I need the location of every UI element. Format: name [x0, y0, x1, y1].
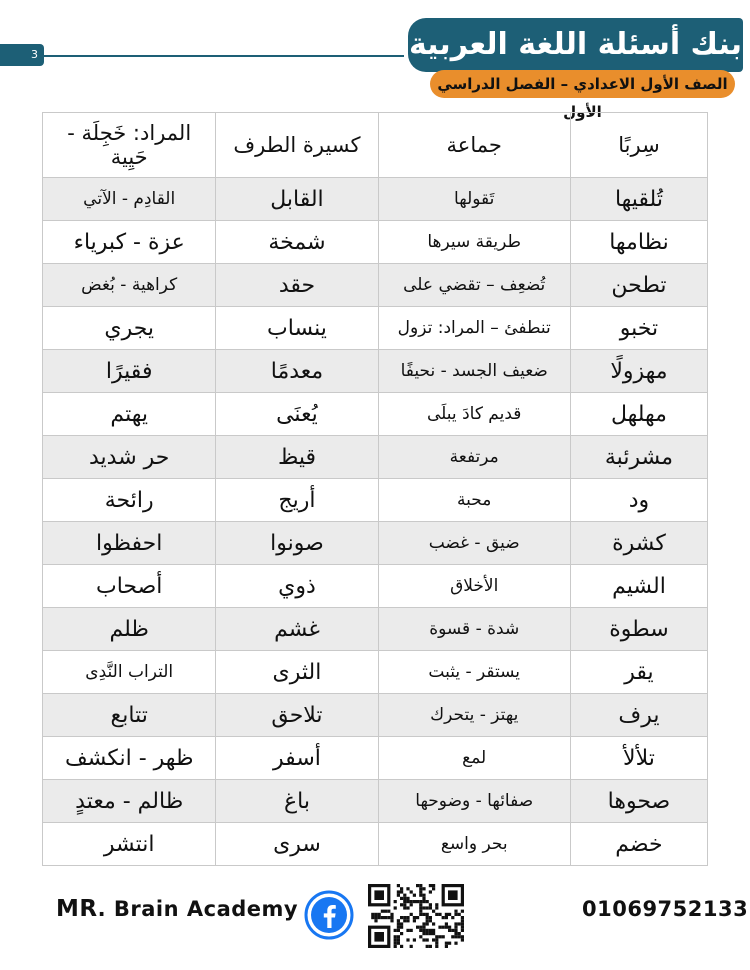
table-cell-meaning: ضيق - غضب	[378, 522, 570, 565]
table-row	[43, 350, 708, 393]
table-cell-word: ود	[570, 479, 707, 522]
brand-name	[56, 896, 298, 922]
table-cell-meaning: لمع	[378, 737, 570, 780]
table-cell-word: تخبو	[570, 307, 707, 350]
table-cell-meaning-2: احفظوا	[43, 522, 216, 565]
table-cell-meaning-2: ظهر - انكشف	[43, 737, 216, 780]
header-rule	[44, 55, 404, 57]
table-cell-meaning: قديم كادَ يبلَى	[378, 393, 570, 436]
table-row	[43, 178, 708, 221]
table-row	[43, 737, 708, 780]
table-cell-meaning: تُضعِف – تقضي على	[378, 264, 570, 307]
table-cell-word: نظامها	[570, 221, 707, 264]
table-row	[43, 479, 708, 522]
table-cell-meaning-2: حر شديد	[43, 436, 216, 479]
table-cell-meaning: ضعيف الجسد - نحيفًا	[378, 350, 570, 393]
brand-rest: . Brain Academy	[97, 897, 299, 921]
table-row	[43, 436, 708, 479]
table-cell-word: سطوة	[570, 608, 707, 651]
table-cell-word-2: صونوا	[216, 522, 378, 565]
page-subtitle: الصف الأول الاعدادي – الفصل الدراسي الأول	[430, 70, 735, 98]
table-cell-word-2: كسيرة الطرف	[216, 113, 378, 178]
table-row	[43, 780, 708, 823]
table-cell-word-2: أسفر	[216, 737, 378, 780]
table-cell-word-2: غشم	[216, 608, 378, 651]
table-cell-word-2: ذوي	[216, 565, 378, 608]
table-cell-word-2: قيظ	[216, 436, 378, 479]
table-cell-meaning-2: عزة - كبرياء	[43, 221, 216, 264]
table-cell-word-2: حقد	[216, 264, 378, 307]
brand-prefix: MR	[56, 896, 98, 922]
table-row	[43, 694, 708, 737]
table-cell-meaning-2: ظالم - معتدٍ	[43, 780, 216, 823]
table-cell-meaning-2: رائحة	[43, 479, 216, 522]
table-row	[43, 565, 708, 608]
table-cell-word: تُلقيها	[570, 178, 707, 221]
table-cell-word-2: سرى	[216, 823, 378, 866]
table-cell-meaning: يستقر - يثبت	[378, 651, 570, 694]
table-cell-word: صحوها	[570, 780, 707, 823]
table-cell-word-2: باغ	[216, 780, 378, 823]
table-cell-word-2: شمخة	[216, 221, 378, 264]
table-cell-word: مهزولًا	[570, 350, 707, 393]
table-row	[43, 221, 708, 264]
table-cell-meaning: الأخلاق	[378, 565, 570, 608]
phone-number: 01069752133	[582, 897, 749, 921]
table-cell-meaning-2: القادِم - الآتي	[43, 178, 216, 221]
table-cell-meaning-2: انتشر	[43, 823, 216, 866]
table-cell-meaning: يهتز - يتحرك	[378, 694, 570, 737]
table-cell-word: تطحن	[570, 264, 707, 307]
table-cell-word-2: يُعنَى	[216, 393, 378, 436]
table-row	[43, 823, 708, 866]
table-cell-word-2: معدمًا	[216, 350, 378, 393]
table-cell-meaning-2: ظلم	[43, 608, 216, 651]
table-cell-word-2: القابل	[216, 178, 378, 221]
table-cell-word: يقر	[570, 651, 707, 694]
table-cell-word: تلألأ	[570, 737, 707, 780]
table-cell-meaning-2: يجري	[43, 307, 216, 350]
table-cell-meaning: تنطفئ – المراد: تزول	[378, 307, 570, 350]
table-cell-meaning-2: المراد: خَجِلَة - حَيِية	[43, 113, 216, 178]
table-cell-meaning: صفائها - وضوحها	[378, 780, 570, 823]
table-header-row	[43, 113, 708, 178]
qr-code-icon[interactable]	[368, 884, 464, 948]
vocabulary-table	[42, 112, 708, 866]
table-row	[43, 522, 708, 565]
page-title: بنك أسئلة اللغة العربية	[408, 18, 743, 72]
table-cell-word-2: الثرى	[216, 651, 378, 694]
table-row	[43, 608, 708, 651]
table-cell-word: خضم	[570, 823, 707, 866]
table-cell-meaning: جماعة	[378, 113, 570, 178]
table-cell-meaning: بحر واسع	[378, 823, 570, 866]
table-cell-word-2: أريج	[216, 479, 378, 522]
table-row	[43, 393, 708, 436]
table-cell-meaning-2: التراب النَّدِى	[43, 651, 216, 694]
table-row	[43, 264, 708, 307]
table-cell-word-2: ينساب	[216, 307, 378, 350]
table-row	[43, 307, 708, 350]
table-cell-word: سِربًا	[570, 113, 707, 178]
table-cell-meaning: طريقة سيرها	[378, 221, 570, 264]
table-cell-meaning: شدة - قسوة	[378, 608, 570, 651]
table-row	[43, 651, 708, 694]
table-cell-meaning-2: يهتم	[43, 393, 216, 436]
facebook-icon[interactable]	[304, 890, 354, 940]
table-cell-word: الشيم	[570, 565, 707, 608]
table-cell-meaning-2: فقيرًا	[43, 350, 216, 393]
table-cell-meaning: مرتفعة	[378, 436, 570, 479]
table-cell-word: يرف	[570, 694, 707, 737]
table-cell-word-2: تلاحق	[216, 694, 378, 737]
table-cell-meaning-2: كراهية - بُغض	[43, 264, 216, 307]
table-cell-meaning: محبة	[378, 479, 570, 522]
table-cell-meaning: تَقولها	[378, 178, 570, 221]
table-cell-meaning-2: تتابع	[43, 694, 216, 737]
table-cell-meaning-2: أصحاب	[43, 565, 216, 608]
table-cell-word: مشرئبة	[570, 436, 707, 479]
table-cell-word: كشرة	[570, 522, 707, 565]
table-cell-word: مهلهل	[570, 393, 707, 436]
page-number: 3	[0, 44, 44, 66]
